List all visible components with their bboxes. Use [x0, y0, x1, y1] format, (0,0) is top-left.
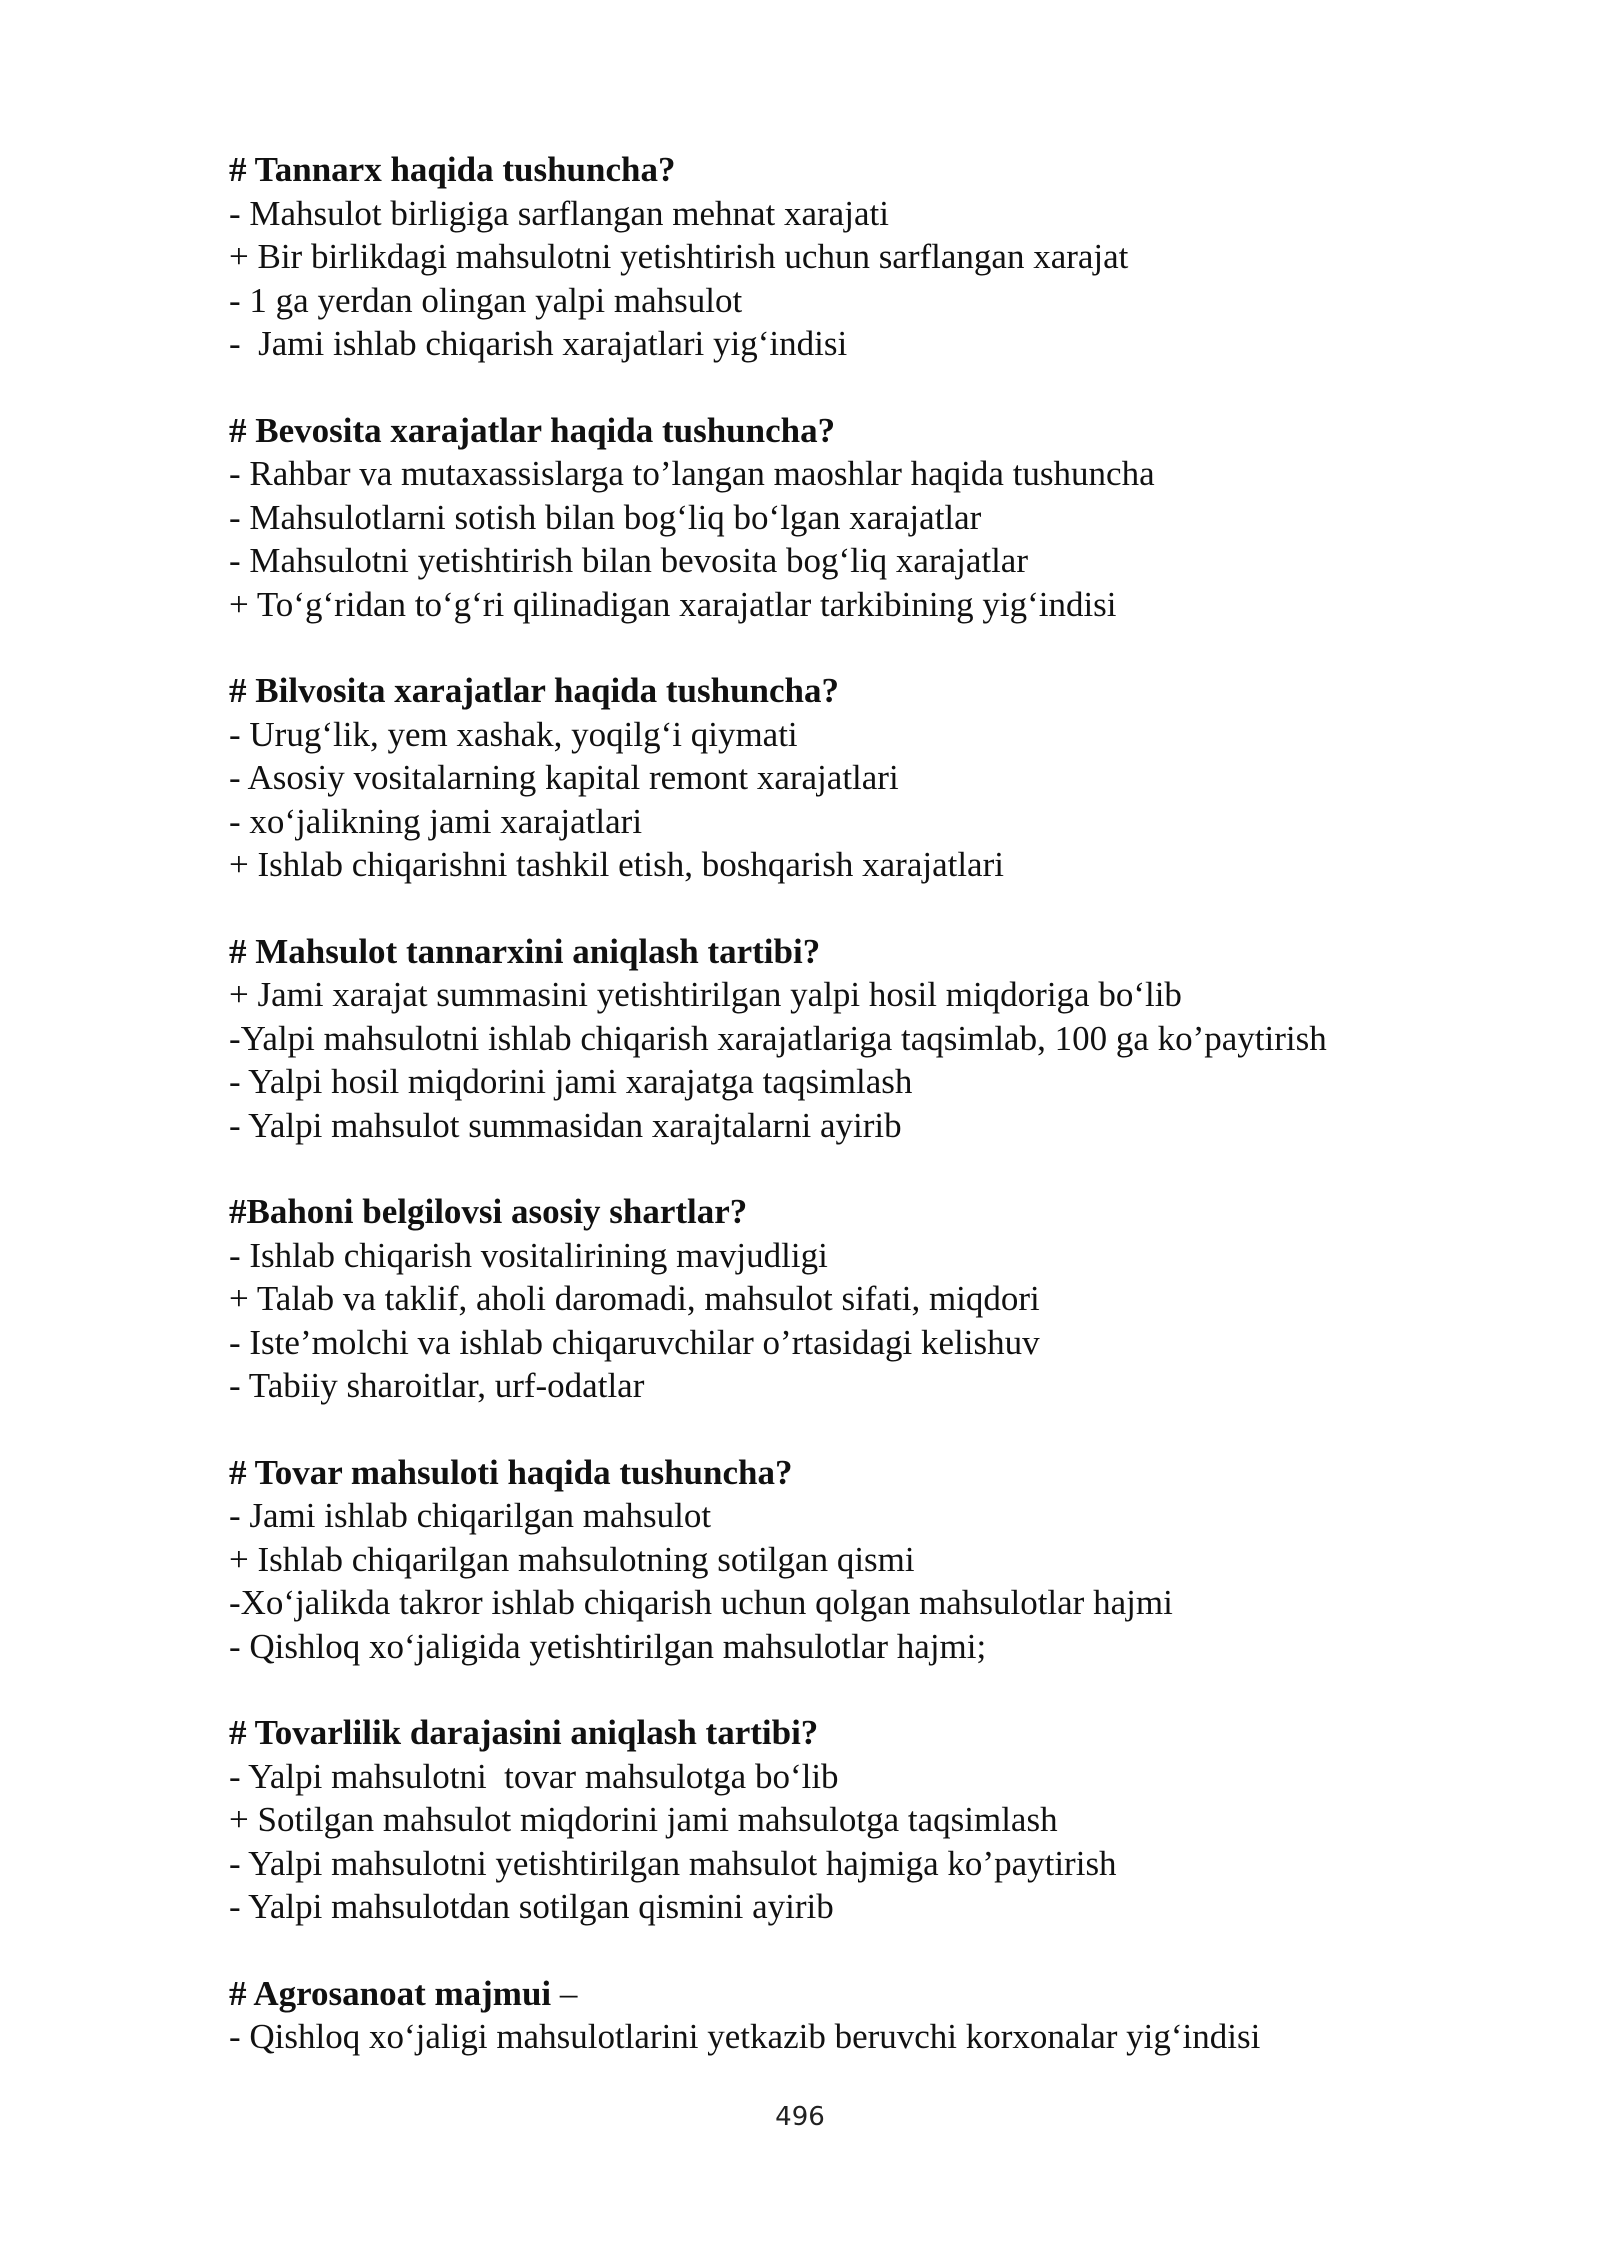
answer-option: - xo‘jalikning jami xarajatlari [229, 801, 643, 841]
answer-option: + Jami xarajat summasini yetishtirilgan yalpi hosil miqdoriga bo‘lib [229, 975, 1182, 1014]
question-block [229, 1451, 1529, 1669]
answer-option: - Asosiy vositalarning kapital remont xarajatlari [229, 758, 899, 797]
answer-option: - Tabiiy sharoitlar, urf-odatlar [229, 1366, 645, 1405]
answer-option: + Sotilgan mahsulot miqdorini jami mahsulotga taqsimlash [229, 1800, 1058, 1839]
answer-option: - Yalpi mahsulotni tovar mahsulotga bo‘lib [229, 1756, 839, 1796]
answer-option: - Jami ishlab chiqarish xarajatlari yig‘indisi [229, 324, 848, 363]
answer-option: - Yalpi mahsulotdan sotilgan qismini ayirib [229, 1887, 834, 1926]
question-block [229, 1190, 1529, 1408]
question-title: # Bilvosita xarajatlar haqida tushuncha? [229, 671, 840, 710]
question-title: # Tovar mahsuloti haqida tushuncha? [229, 1452, 793, 1492]
answer-option: -Xo‘jalikda takror ishlab chiqarish uchun qolgan mahsulotlar hajmi [229, 1583, 1173, 1622]
question-title [229, 1972, 1529, 2016]
question-title: # Bevosita xarajatlar haqida tushuncha? [229, 410, 836, 450]
question-title: #Bahoni belgilovsi asosiy shartlar? [229, 1192, 748, 1231]
question-title-dash: – [551, 1973, 578, 2013]
question-title: # Mahsulot tannarxini aniqlash tartibi? [229, 931, 821, 971]
answer-option: + Ishlab chiqarilgan mahsulotning sotilgan qismi [229, 1539, 915, 1579]
answer-option: - Rahbar va mutaxassislarga to’langan maoshlar haqida tushuncha [229, 454, 1155, 493]
question-title: # Tannarx haqida tushuncha? [229, 150, 676, 189]
answer-option: - Mahsulotlarni sotish bilan bog‘liq bo‘lgan xarajatlar [229, 497, 982, 537]
answer-option: - 1 ga yerdan olingan yalpi mahsulot [229, 280, 743, 320]
answer-option: - Qishloq xo‘jaligida yetishtirilgan mahsulotlar hajmi; [229, 1626, 987, 1666]
answer-option: - Mahsulotni yetishtirish bilan bevosita bog‘liq xarajatlar [229, 541, 1029, 580]
answer-option: -Yalpi mahsulotni ishlab chiqarish xarajatlariga taqsimlab, 100 ga ko’paytirish [229, 1018, 1327, 1058]
answer-option: - Urug‘lik, yem xashak, yoqilg‘i qiymati [229, 714, 798, 754]
answer-option: + To‘g‘ridan to‘g‘ri qilinadigan xarajatlar tarkibining yig‘indisi [229, 584, 1117, 624]
answer-option: + Bir birlikdagi mahsulotni yetishtirish uchun sarflangan xarajat [229, 237, 1129, 276]
question-block [229, 669, 1529, 887]
answer-option: + Ishlab chiqarishni tashkil etish, boshqarish xarajatlari [229, 845, 1004, 884]
answer-option: - Iste’molchi va ishlab chiqaruvchilar o’rtasidagi kelishuv [229, 1322, 1040, 1362]
answer-option: - Qishloq xo‘jaligi mahsulotlarini yetkazib beruvchi korxonalar yig‘indisi [229, 2017, 1261, 2056]
answer-option: - Mahsulot birligiga sarflangan mehnat xarajati [229, 193, 889, 233]
answer-option: - Yalpi mahsulotni yetishtirilgan mahsulot hajmiga ko’paytirish [229, 1843, 1117, 1883]
answer-option: - Yalpi mahsulot summasidan xarajtalarni ayirib [229, 1105, 902, 1145]
question-title-text: # Agrosanoat majmui [229, 1973, 552, 2013]
question-block [229, 1972, 1529, 2059]
answer-option: + Talab va taklif, aholi daromadi, mahsulot sifati, miqdori [229, 1279, 1040, 1318]
question-title: # Tovarlilik darajasini aniqlash tartibi? [229, 1713, 819, 1752]
page-number: 496 [775, 2102, 825, 2132]
question-block [229, 148, 1529, 366]
answer-option: - Yalpi hosil miqdorini jami xarajatga taqsimlash [229, 1062, 913, 1101]
answer-option: - Ishlab chiqarish vositalirining mavjudligi [229, 1235, 828, 1275]
answer-option: - Jami ishlab chiqarilgan mahsulot [229, 1496, 712, 1535]
question-block [229, 930, 1529, 1148]
question-block [229, 1711, 1529, 1929]
question-list [229, 148, 1529, 2102]
question-block [229, 409, 1529, 627]
